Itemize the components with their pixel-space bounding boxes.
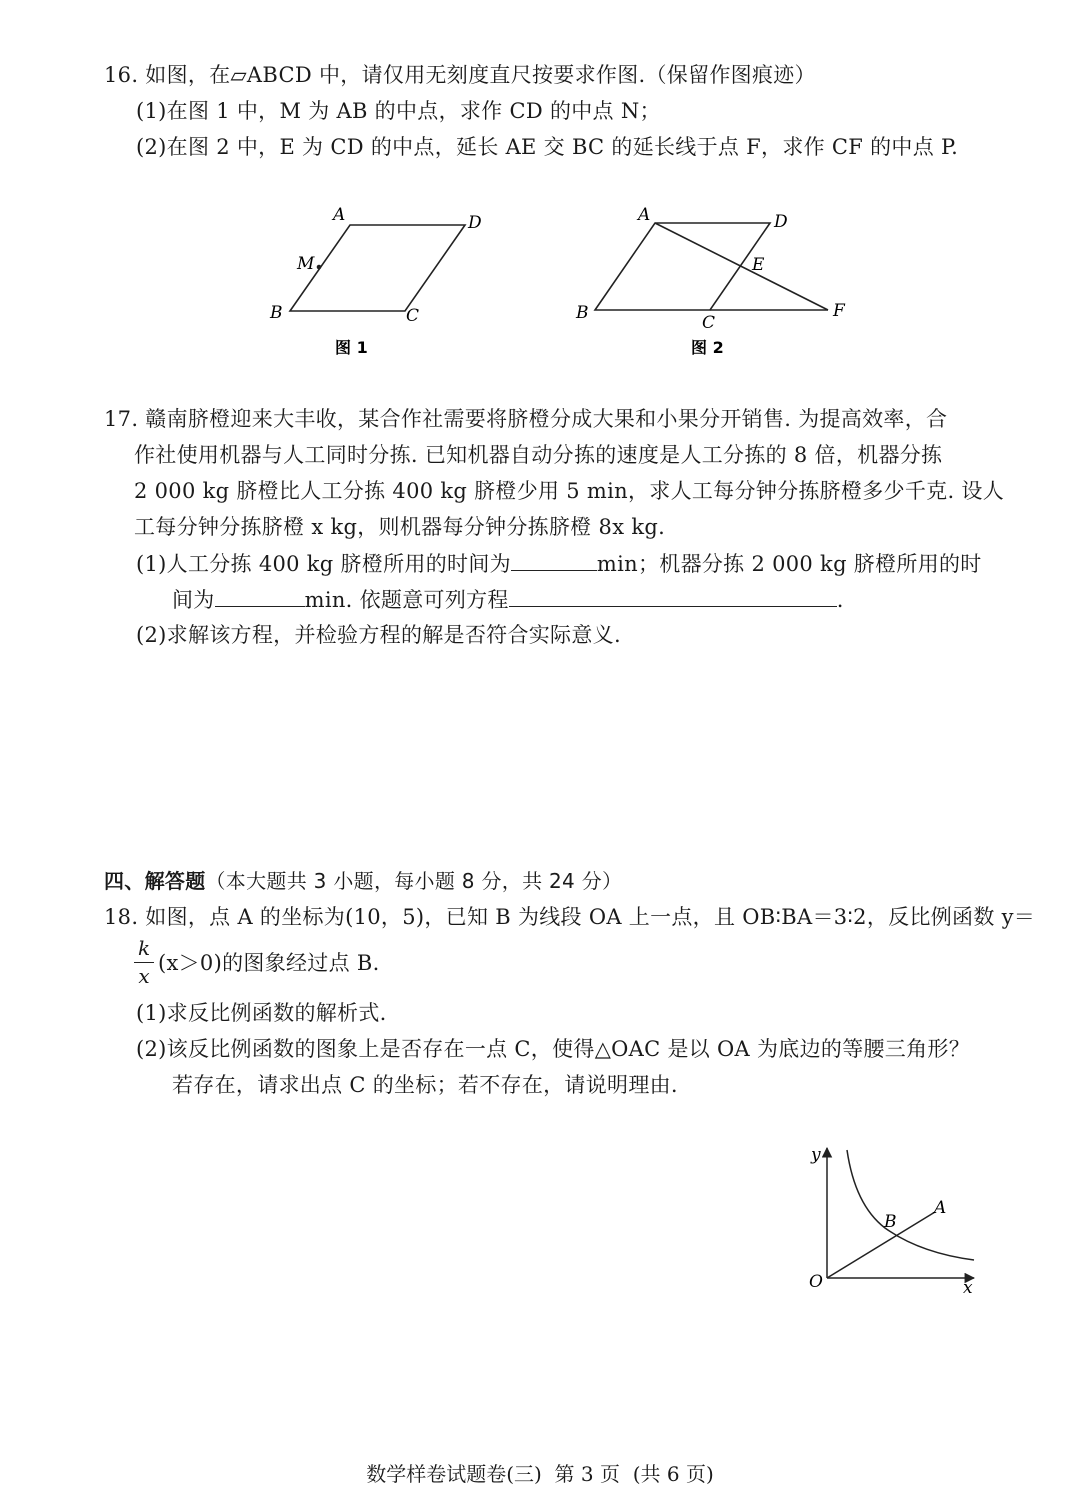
segment-oa bbox=[827, 1212, 935, 1278]
point-m-dot bbox=[317, 265, 322, 270]
q17-stem-line-3: 2 000 kg 脐橙比人工分拣 400 kg 脐橙少用 5 min，求人工每分钟分拣脐橙多少千克. 设人 bbox=[134, 479, 1005, 503]
fig1-label-a: A bbox=[333, 205, 346, 225]
q17-part1-line-2 bbox=[172, 584, 844, 615]
q17-part1-line-1 bbox=[136, 548, 982, 579]
answer-blank-2[interactable] bbox=[215, 584, 305, 607]
fraction-bar bbox=[134, 962, 154, 963]
graph-label-b: B bbox=[884, 1212, 897, 1232]
q17-part1-text-c: 间为 bbox=[172, 588, 215, 612]
fig1-caption: 图 1 bbox=[335, 338, 368, 357]
q18-stem-line-1: 18. 如图，点 A 的坐标为(10，5)，已知 B 为线段 OA 上一点，且 OB∶BA＝3∶2，反比例函数 y＝ bbox=[104, 905, 1036, 929]
fig2-label-d: D bbox=[774, 212, 788, 232]
q17-part1-text-e: . bbox=[836, 588, 844, 612]
section-4-heading bbox=[104, 866, 622, 896]
answer-blank-1[interactable] bbox=[511, 548, 597, 571]
figure-2 bbox=[570, 200, 860, 360]
q17-part1-text-a: (1)人工分拣 400 kg 脐橙所用的时间为 bbox=[136, 552, 511, 576]
fig1-label-d: D bbox=[468, 213, 482, 233]
hyperbola-curve bbox=[847, 1150, 974, 1260]
q17-stem-line-2: 作社使用机器与人工同时分拣. 已知机器自动分拣的速度是人工分拣的 8 倍，机器分拣 bbox=[134, 443, 943, 467]
graph-label-o: O bbox=[809, 1272, 823, 1292]
section-4-title: 四、解答题 bbox=[104, 869, 206, 893]
parallelogram-abcd-fig1 bbox=[290, 225, 465, 311]
fig2-label-c: C bbox=[702, 313, 716, 333]
section-4-note: （本大题共 3 小题，每小题 8 分，共 24 分） bbox=[205, 869, 623, 893]
q17-stem-line-4: 工每分钟分拣脐橙 x kg，则机器每分钟分拣脐橙 8x kg. bbox=[134, 515, 666, 539]
q16-part1: (1)在图 1 中，M 为 AB 的中点，求作 CD 的中点 N； bbox=[136, 99, 661, 123]
figure-1 bbox=[260, 200, 482, 360]
q18-part1: (1)求反比例函数的解析式. bbox=[136, 1001, 387, 1025]
fig2-label-f: F bbox=[833, 301, 845, 321]
fig1-label-b: B bbox=[270, 303, 283, 323]
fig2-label-a: A bbox=[638, 205, 651, 225]
fraction-denominator-x: x bbox=[138, 964, 150, 988]
graph-label-x: x bbox=[963, 1278, 973, 1298]
fig1-label-c: C bbox=[406, 306, 420, 326]
answer-blank-equation[interactable] bbox=[509, 584, 837, 607]
q17-stem-line-1: 17. 赣南脐橙迎来大丰收，某合作社需要将脐橙分成大果和小果分开销售. 为提高效率，合 bbox=[104, 407, 948, 431]
q18-graph bbox=[800, 1140, 990, 1300]
q17-part2: (2)求解该方程，并检验方程的解是否符合实际意义. bbox=[136, 623, 621, 647]
fig2-label-b: B bbox=[576, 303, 589, 323]
fig1-label-m: M bbox=[297, 254, 315, 274]
fig2-label-e: E bbox=[752, 255, 765, 275]
fig2-caption: 图 2 bbox=[691, 338, 724, 357]
q16-stem: 16. 如图，在▱ABCD 中，请仅用无刻度直尺按要求作图.（保留作图痕迹） bbox=[104, 63, 816, 87]
q17-part1-text-d: min. 依题意可列方程 bbox=[304, 588, 509, 612]
q18-part2-line-1: (2)该反比例函数的图象上是否存在一点 C，使得△OAC 是以 OA 为底边的等腰三角形？ bbox=[136, 1037, 970, 1061]
q17-part1-text-b: min；机器分拣 2 000 kg 脐橙所用的时 bbox=[596, 552, 982, 576]
page-footer: 数学样卷试题卷(三) 第 3 页 (共 6 页) bbox=[366, 1462, 714, 1486]
q16-part2: (2)在图 2 中，E 为 CD 的中点，延长 AE 交 BC 的延长线于点 F，求作 CF 的中点 P. bbox=[136, 135, 959, 159]
graph-label-y: y bbox=[811, 1145, 821, 1165]
q18-stem-line-2: (x＞0)的图象经过点 B. bbox=[158, 951, 380, 975]
q18-part2-line-2: 若存在，请求出点 C 的坐标；若不存在，请说明理由. bbox=[172, 1073, 678, 1097]
graph-label-a: A bbox=[934, 1198, 947, 1218]
fraction-numerator-k: k bbox=[137, 936, 151, 960]
line-af bbox=[655, 223, 828, 310]
